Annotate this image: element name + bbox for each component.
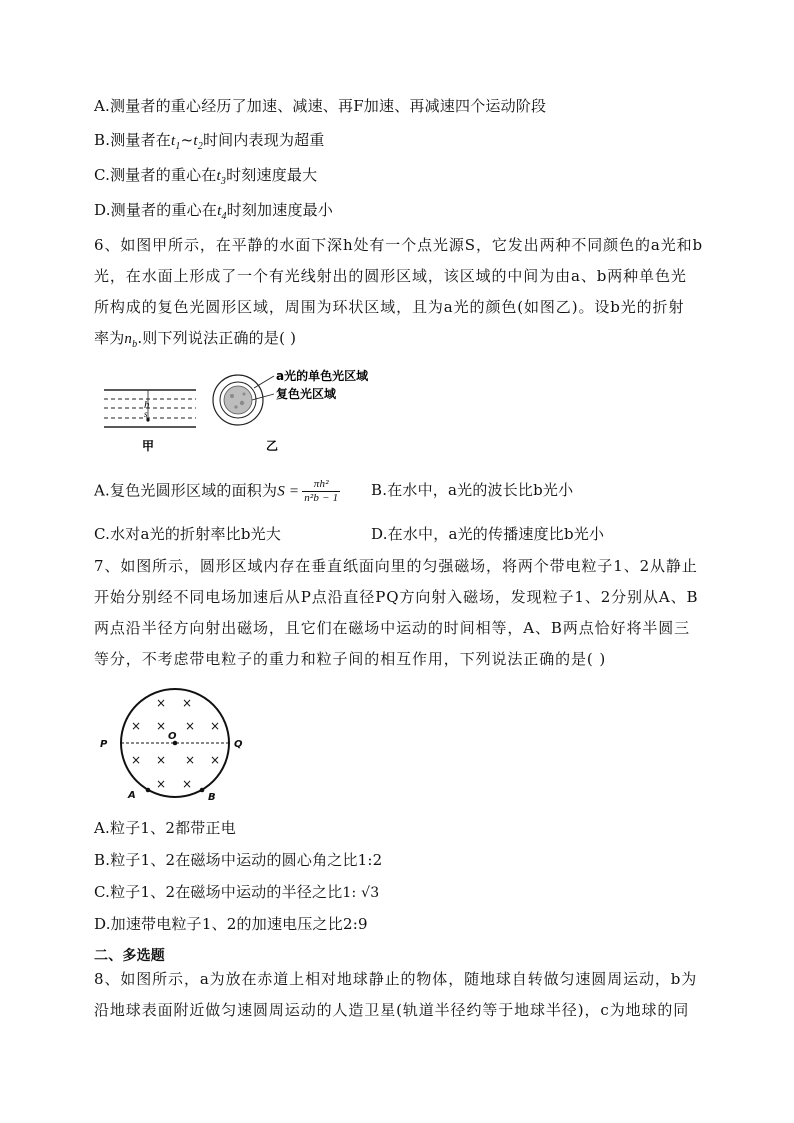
q6-stem-line-2: 光，在水面上形成了一个有光线射出的圆形区域，该区域的中间为由a、b两种单色光 — [94, 267, 687, 285]
field-cross-mark: × — [131, 753, 142, 767]
q7-stem-line-3: 两点沿半径方向射出磁场，且它们在磁场中运动的时间相等，A、B两点恰好将半圆三 — [94, 619, 691, 637]
q7-option-a: A.粒子1、2都带正电 — [94, 819, 236, 837]
q7-stem-line-4: 等分，不考虑带电粒子的重力和粒子间的相互作用，下列说法正确的是( ) — [94, 650, 607, 668]
q6-option-a-fraction: $\frac{\text{πh²}}{\text{n²b − 1}}$ — [304, 478, 339, 504]
q7-option-d: D.加速带电粒子1、2的加速电压之比2:9 — [94, 915, 368, 933]
q6-figure-label-h: h — [144, 399, 150, 411]
q6-stem-line-3: 所构成的复色光圆形区域，周围为环状区域，且为a光的颜色(如图乙)。设b光的折射 — [94, 298, 685, 316]
q7-stem-line-2: 开始分别经不同电场加速后从P点沿直径PQ方向射入磁场，发现粒子1、2分别从A、B — [94, 588, 699, 606]
q5-option-b: B.测量者在$t_1\sim t_2$时间内表现为超重 — [94, 131, 325, 152]
q6-option-b: B.在水中，a光的波长比b光小 — [371, 481, 574, 499]
q8-stem-line-1: 8、如图所示，a为放在赤道上相对地球静止的物体，随地球自转做匀速圆周运动，b为 — [94, 970, 698, 988]
q6-option-c: C.水对a光的折射率比b光大 — [94, 525, 282, 543]
point-label-q: Q — [234, 739, 243, 750]
q7-stem-line-1: 7、如图所示，圆形区域内存在垂直纸面向里的匀强磁场，将两个带电粒子1、2从静止 — [94, 557, 698, 575]
field-cross-mark: × — [156, 753, 167, 767]
point-label-b: B — [208, 792, 216, 803]
q6-figure-label-yi: 乙 — [266, 439, 279, 453]
q6-label-compound-region: 复色光区域 — [276, 387, 337, 401]
point-label-o: O — [168, 731, 177, 742]
q7-option-c: C.粒子1、2在磁场中运动的半径之比1: √3 — [94, 883, 380, 901]
field-cross-mark: × — [185, 719, 196, 733]
q6-label-a-region: a光的单色光区域 — [276, 369, 369, 383]
field-cross-mark: × — [156, 719, 167, 733]
q8-stem-line-2: 沿地球表面附近做匀速圆周运动的人造卫星(轨道半径约等于地球半径)，c为地球的同 — [94, 1001, 690, 1019]
q5-option-c: C.测量者的重心在$t_3$时刻速度最大 — [94, 166, 318, 187]
field-cross-mark: × — [131, 719, 142, 733]
q6-figure-label-s: s — [144, 409, 148, 419]
q5-option-a: A.测量者的重心经历了加速、减速、再F加速、再减速四个运动阶段 — [94, 97, 547, 115]
point-label-p: P — [100, 739, 108, 750]
q6-option-a: A.复色光圆形区域的面积为S = $\frac{\text{πh²}}{\text{n²b − 1}}$ — [94, 478, 339, 504]
field-cross-mark: × — [182, 696, 193, 710]
field-cross-mark: × — [210, 753, 221, 767]
point-label-a: A — [128, 790, 136, 801]
field-cross-mark: × — [156, 696, 167, 710]
q6-stem-line-1: 6、如图甲所示，在平静的水面下深h处有一个点光源S，它发出两种不同颜色的a光和b — [94, 236, 704, 254]
q7-option-b: B.粒子1、2在磁场中运动的圆心角之比1:2 — [94, 851, 383, 869]
section-heading-multiple-choice: 二、多选题 — [94, 948, 165, 964]
field-cross-mark: × — [156, 777, 167, 791]
q6-option-d: D.在水中，a光的传播速度比b光小 — [371, 525, 605, 543]
q6-figure-jia — [104, 382, 196, 458]
q6-stem-line-4: 率为$n_b$.则下列说法正确的是( ) — [94, 329, 297, 350]
q7-magnetic-field-figure — [94, 688, 254, 808]
field-cross-mark: × — [185, 753, 196, 767]
field-cross-mark: × — [182, 777, 193, 791]
q6-figure-label-jia: 甲 — [142, 439, 155, 453]
q5-option-d: D.测量者的重心在$t_4$时刻加速度最小 — [94, 201, 334, 222]
field-cross-mark: × — [210, 719, 221, 733]
q6-figure-yi — [206, 362, 376, 458]
